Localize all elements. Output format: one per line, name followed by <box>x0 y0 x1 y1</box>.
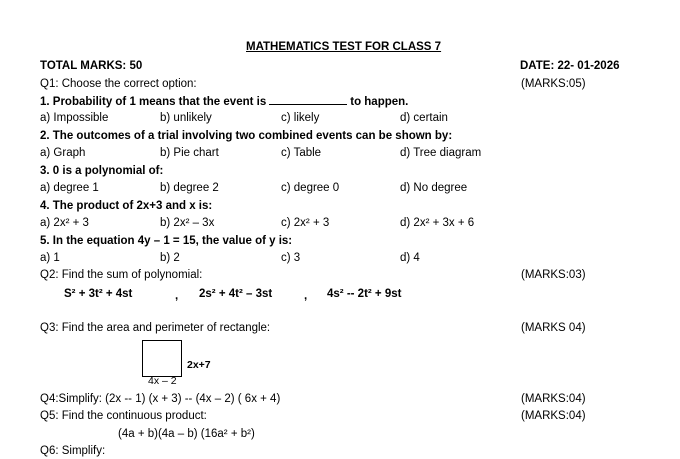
q1-item-4-option-b: b) 2x² – 3x <box>160 217 215 229</box>
q1-item-2-option-d: d) Tree diagram <box>400 147 482 159</box>
page-title: MATHEMATICS TEST FOR CLASS 7 <box>246 41 442 53</box>
q1-item-5-question: 5. In the equation 4y – 1 = 15, the value of y is: <box>40 235 293 247</box>
q1-item-1-option-b: b) unlikely <box>160 112 212 124</box>
q1-item-3-question: 3. 0 is a polynomial of: <box>40 165 164 177</box>
q5-marks: (MARKS:04) <box>521 410 586 422</box>
rectangle-base-label: 4x – 2 <box>148 375 177 387</box>
answer-blank <box>269 96 347 105</box>
q2-polynomial-3: 4s² -- 2t² + 9st <box>327 288 402 300</box>
q1-item-2-option-a: a) Graph <box>40 147 86 159</box>
q1-item-1-option-d: d) certain <box>400 112 448 124</box>
q1-item-1-text-a: 1. Probability of 1 means that the event is <box>40 96 267 108</box>
q5-heading: Q5: Find the continuous product: <box>40 410 207 422</box>
q3-marks: (MARKS 04) <box>521 322 586 334</box>
q1-item-4-option-d: d) 2x² + 3x + 6 <box>400 217 475 229</box>
q1-item-3-option-a: a) degree 1 <box>40 182 99 194</box>
test-date: DATE: 22- 01-2026 <box>520 60 620 72</box>
q1-item-4-option-c: c) 2x² + 3 <box>281 217 330 229</box>
q6-heading: Q6: Simplify: <box>40 445 106 457</box>
q2-separator-1: , <box>175 290 179 302</box>
q1-item-4-question: 4. The product of 2x+3 and x is: <box>40 200 213 212</box>
q1-item-1-option-a: a) Impossible <box>40 112 109 124</box>
q1-item-3-option-d: d) No degree <box>400 182 468 194</box>
q4-marks: (MARKS:04) <box>521 393 586 405</box>
q1-marks: (MARKS:05) <box>521 78 586 90</box>
q1-item-5-option-a: a) 1 <box>40 252 60 264</box>
q1-item-5-option-d: d) 4 <box>400 252 420 264</box>
q2-marks: (MARKS:03) <box>521 269 586 281</box>
q1-item-5-option-c: c) 3 <box>281 252 301 264</box>
q1-item-4-option-a: a) 2x² + 3 <box>40 217 89 229</box>
q1-heading: Q1: Choose the correct option: <box>40 78 197 90</box>
q2-heading: Q2: Find the sum of polynomial: <box>40 269 203 281</box>
q1-item-5-option-b: b) 2 <box>160 252 180 264</box>
q2-separator-2: , <box>304 290 308 302</box>
q1-item-1-option-c: c) likely <box>281 112 320 124</box>
q2-polynomial-1: S² + 3t² + 4st <box>64 288 133 300</box>
rectangle-figure <box>142 340 182 377</box>
q1-item-2-option-c: c) Table <box>281 147 322 159</box>
rectangle-side-label: 2x+7 <box>187 359 211 371</box>
q1-item-2-option-b: b) Pie chart <box>160 147 219 159</box>
q1-item-1-question <box>40 96 408 109</box>
q1-item-3-option-c: c) degree 0 <box>281 182 340 194</box>
q1-item-2-question: 2. The outcomes of a trial involving two combined events can be shown by: <box>40 130 453 142</box>
q4-text: Q4:Simplify: (2x -- 1) (x + 3) -- (4x – 2) ( 6x + 4) <box>40 393 281 405</box>
q3-heading: Q3: Find the area and perimeter of rectangle: <box>40 322 271 334</box>
q2-polynomial-2: 2s² + 4t² – 3st <box>199 288 273 300</box>
q5-expression: (4a + b)(4a – b) (16a² + b²) <box>118 428 255 440</box>
total-marks: TOTAL MARKS: 50 <box>40 60 143 72</box>
q1-item-3-option-b: b) degree 2 <box>160 182 219 194</box>
q1-item-1-text-b: to happen. <box>350 96 409 108</box>
